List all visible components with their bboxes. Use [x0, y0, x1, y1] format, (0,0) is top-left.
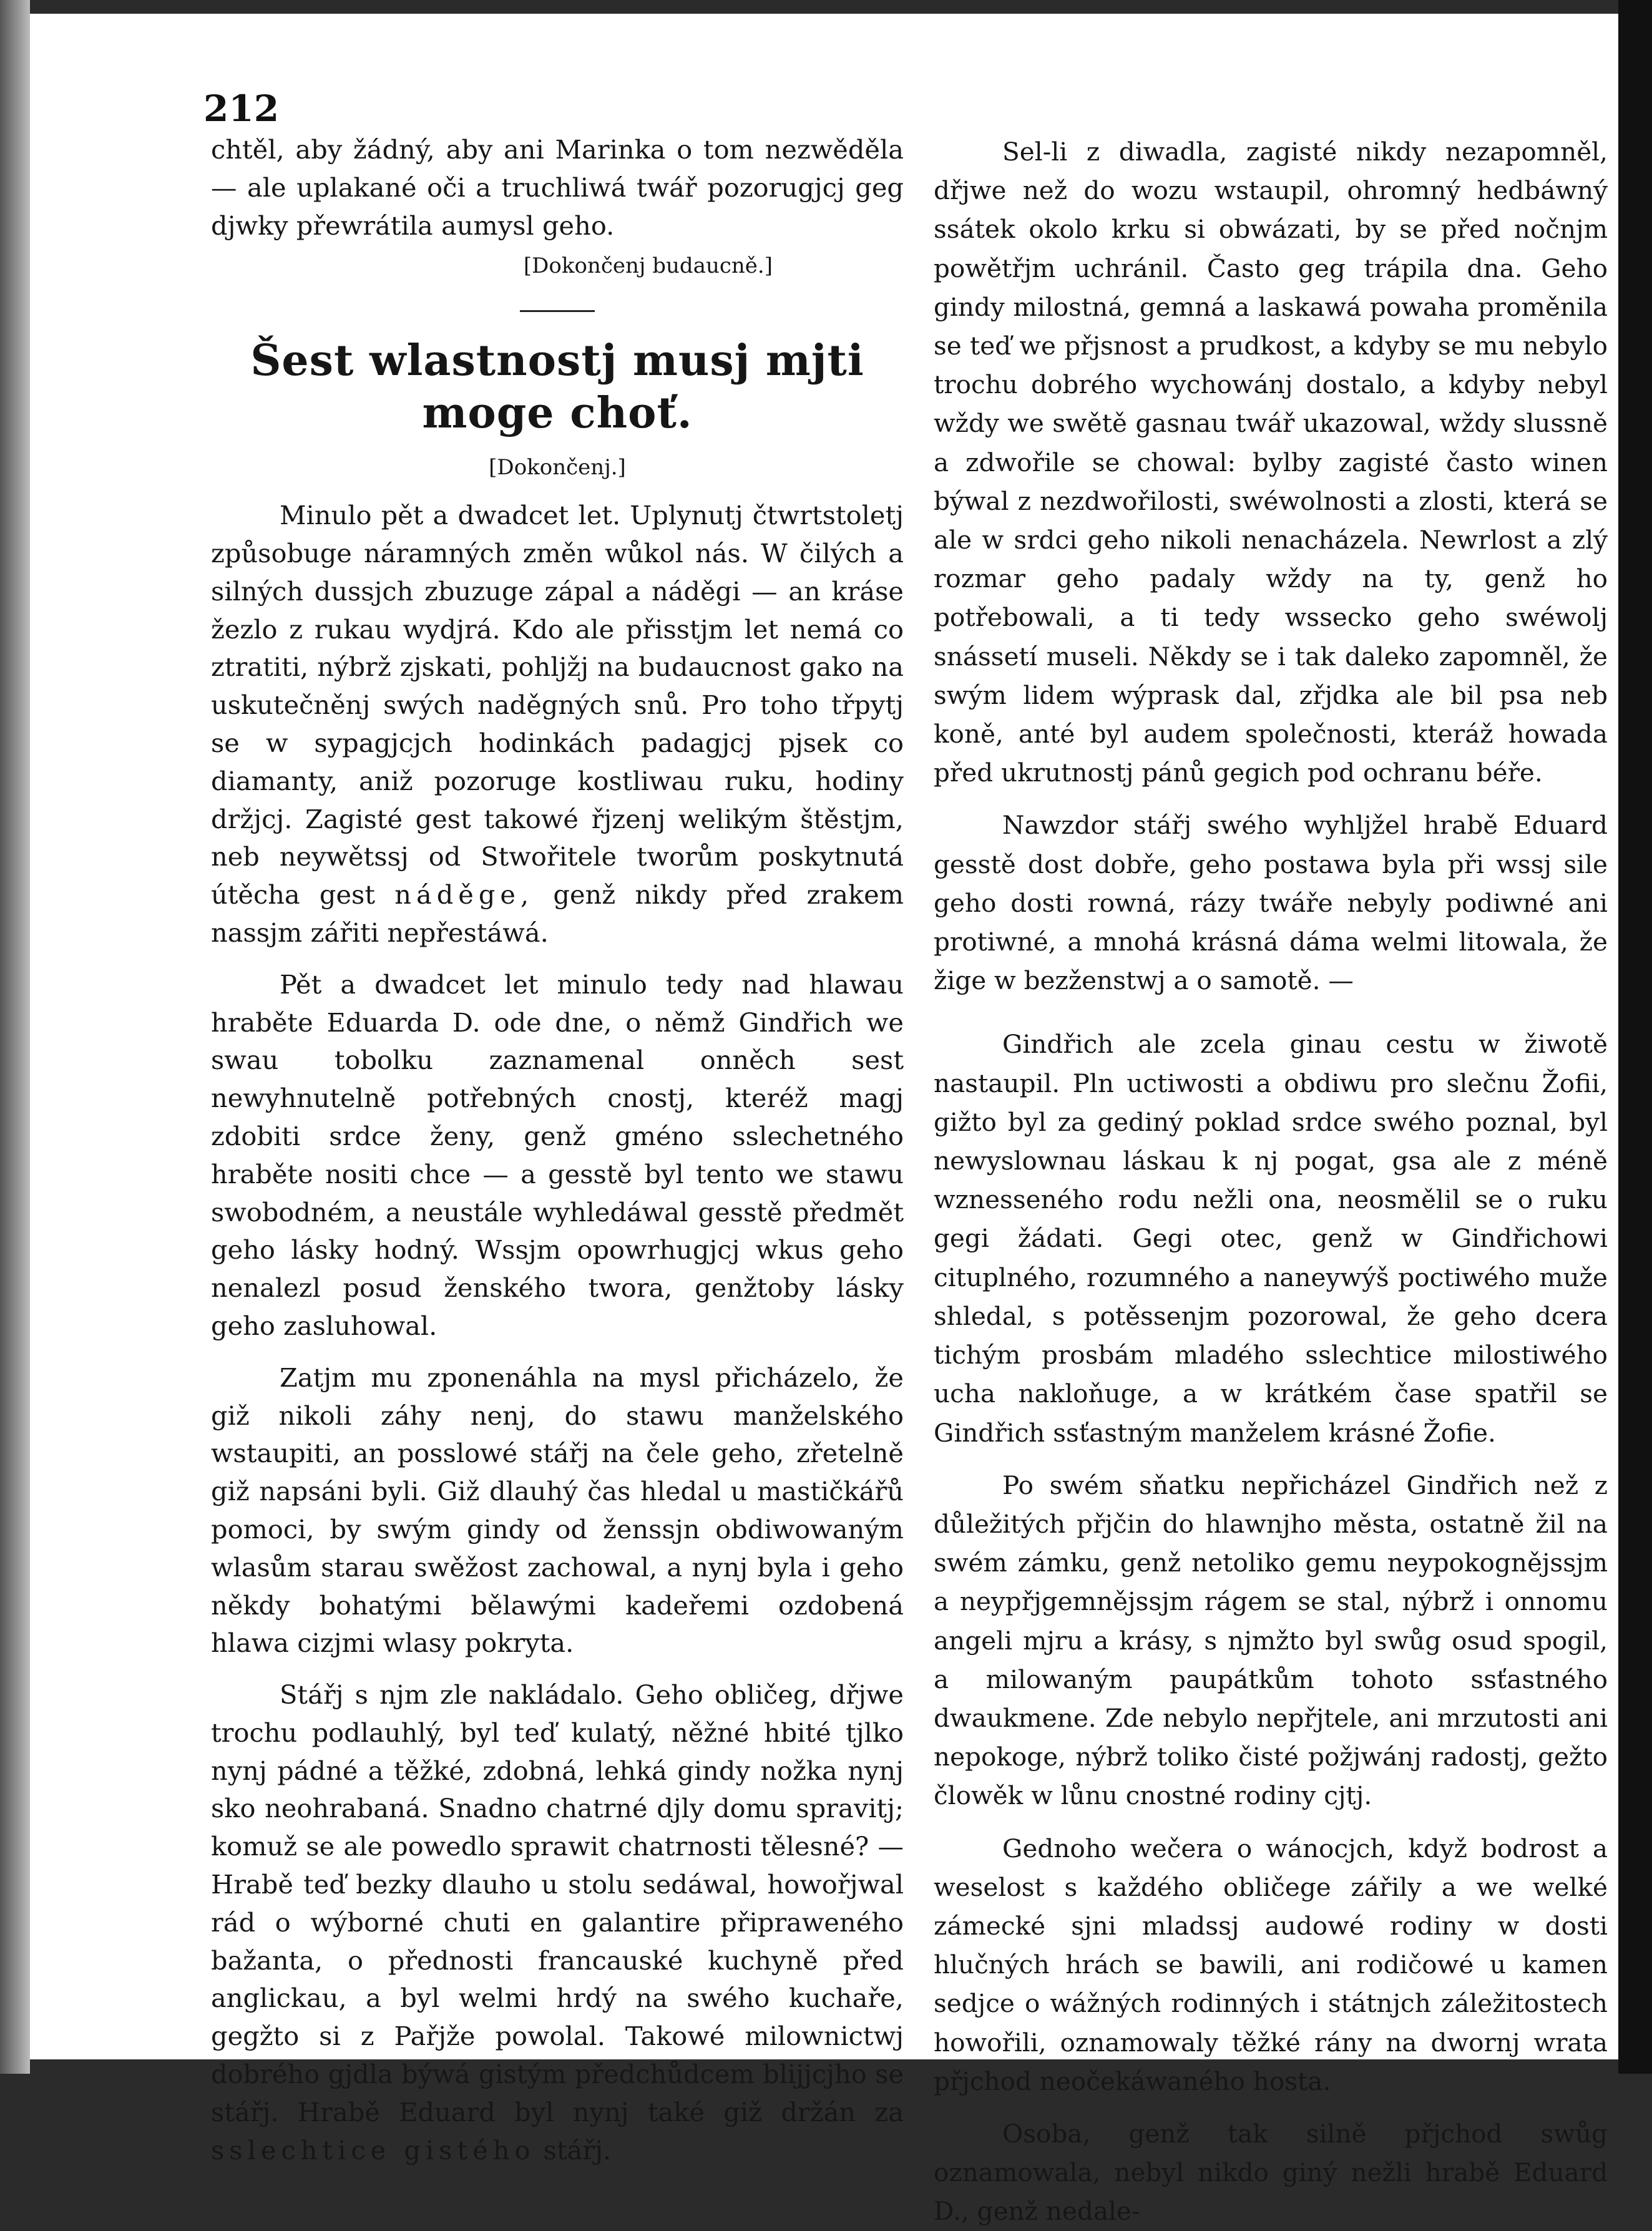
intro-paragraph: chtěl, aby žádný, aby ani Marinka o tom nezwěděla — ale uplakané oči a truchliwá twář pozorugjcj geg djwky přewrátila aumysl geho. [211, 134, 904, 241]
right-paragraph-3: Gindřich ale zcela ginau cestu w žiwotě nastaupil. Pln uctiwosti a obdiwu pro slečnu Žofii, gižto byl za gediný poklad srdce swého poznal, byl newyslownau láskau k nj pogat, gsa ale z méně wznesseného rodu nežli ona, neosmělil se o ruku gegi žádati. Gegi otec, genž w Gindřichowi cituplného, rozumného a naneywýš poctiwého muže shledal, s potěssenjm pozorowal, že geho dcera tichým prosbám mladého sslechtice milostiwého ucha nakloňuge, a w krátkém čase spatřil se Gindřich ssťastným manželem krásné Žofie. [934, 1029, 1608, 1448]
paragraph-4-text: Stářj s njm zle nakládalo. Geho obličeg, dřjwe trochu podlauhlý, byl teď kulatý, něžné hbité tjlko nynj pádné a těžké, zdobná, lehká gindy nožka nynj sko neohrabaná. Snadno chatrné djly domu spravitj; komuž se ale powedlo sprawit chatrnosti tělesné? — Hrabě teď bezky dlauho u stolu sedáwal, howořjwal rád o wýborné chuti en galantire připraweného bažanta, o přednosti francauské kuchyně před anglickau, a byl welmi hrdý na swého kuchaře, gegžto si z Pařjže powolal. Takowé milownictwj dobrého gjdla býwá gistým předchůdcem blijjcjho se stářj. Hrabě Eduard byl nynj také giž držán za [211, 1679, 904, 2127]
paragraph-3: Zatjm mu zponenáhla na mysl přicházelo, že giž nikoli záhy nenj, do stawu manželského wstaupiti, an posslowé stářj na čele geho, zřetelně giž napsáni byli. Giž dlauhý čas hledal u mastičkářů pomoci, by swým gindy od ženssjn obdiwowaným wlasům starau swěžost zachowal, a nynj byla i geho někdy bohatými bělawými kadeřemi ozdobená hlawa cizjmi wlasy pokryta. [211, 1362, 904, 1659]
scan-edge-right [1618, 0, 1652, 2074]
paragraph-4-tail: stářj. [543, 2134, 612, 2165]
right-paragraph-1: Sel-li z diwadla, zagisté nikdy nezapomněl, dřjwe než do wozu wstaupil, ohromný hedbáwný ssátek okolo krku si obwázati, by se před nočnjm powětřjm uchránil. Často geg trápila dna. Geho gindy milostná, gemná a laskawá powaha proměnila se teď we přjsnost a prudkost, a kdyby se mu nebylo trochu dobrého wychowánj dostalo, a kdyby nebyl wždy we swětě gasnau twář ukazowal, wždy slussně a zdwořile se chowal: bylby zagisté často winen býwal z nezdwořilosti, swéwolnosti a zlosti, která se ale w srdci geho nikoli nenacházela. Newrlost a zlý rozmar geho padaly wždy na ty, genž ho potřebowali, a ti tedy wssecko geho swéwolj snássetí museli. Někdy se i tak daleko zapomněl, že swým lidem wýprask dal, zřjdka ale bil psa neb koně, anté byl audem společnosti, kteráž howada před ukrutnostj pánů gegich pod ochranu béře. [934, 137, 1608, 788]
continuation-note: [Dokončenj budaucně.] [523, 253, 773, 279]
article-subtitle: [Dokončenj.] [489, 455, 626, 481]
right-paragraph-2: Nawzdor stářj swého wyhljžel hrabě Eduard gesstě dost dobře, geho postawa byla při wssj sile geho dosti rowná, rázy twáře nebyly podiwné ani protiwné, a mnohá krásná dáma welmi litowala, že žige w bezženstwj a o samotě. — [934, 810, 1608, 996]
article-title: Šest wlastnostj musj mjti moge choť. [250, 336, 864, 439]
emphasis-hope: náděge, [394, 879, 534, 910]
paragraph-1 [211, 497, 904, 952]
paragraph-2: Pět a dwadcet let minulo tedy nad hlawau hraběte Eduarda D. ode dne, o němž Gindřich we swau tobolku zaznamenal onněch sest newyhnutelně potřebných cnostj, kteréž magj zdobiti srdce ženy, genž gméno sslechetného hraběte nositi chce — a gesstě byl tento we stawu swobodném, a neustále wyhledáwal gesstě předmět geho lásky hodný. Wssjm opowrhugjcj wkus geho nenalezl posud ženského twora, genžtoby lásky geho zasluhowal. [211, 969, 904, 1341]
right-column [934, 132, 1608, 2231]
scan-shadow-left [0, 0, 30, 2074]
book-page [30, 14, 1618, 2227]
right-paragraph-4: Po swém sňatku nepřicházel Gindřich než z důležitých přjčin do hlawnjho města, ostatně žil na swém zámku, genž netoliko gemu neypokognějssjm a neypřjgemnějssjm rágem se stal, nýbrž i onnomu angeli mjru a krásy, s njmžto byl swůg osud spogil, a milowaným paupátkům tohoto ssťastného dwaukmene. Zde nebylo nepřjtele, ani mrzutosti ani nepokoge, nýbrž toliko čisté požjwánj radostj, gežto člowěk w lůnu cnostné rodiny cjtj. [934, 1470, 1608, 1811]
page-number: 212 [203, 87, 280, 130]
paragraph-1-tail: genž nikdy před zrakem nassjm zářiti nepřestáwá. [211, 879, 904, 948]
right-paragraph-5: Gednoho wečera o wánocjch, když bodrost a weselost s každého obličege zářily a we welké zámecké sjni mladssj audowé rodiny w dosti hlučných hrách se bawili, ani rodičowé u kamen sedjce o wážných rodinných i státnjch záležitostech howořili, oznamowaly těžké rány na dwornj wrata přjchod neočekáwaného hosta. [934, 1833, 1608, 2096]
emphasis-nobleman: sslechtice gistého [211, 2134, 535, 2165]
left-column [211, 131, 904, 2169]
section-divider [520, 310, 595, 312]
right-paragraph-6: Osoba, genž tak silně přjchod swůg oznamowala, nebyl nikdo giný nežli hrabě Eduard D., genž nedale- [934, 2118, 1608, 2227]
paragraph-1-text: Minulo pět a dwadcet let. Uplynutj čtwrtstoletj způsobuge náramných změn wůkol nás. W čilých a silných dussjch zbuzuge zápal a náděgi — an kráse žezlo z rukau wydjrá. Kdo ale přisstjm let nemá co ztratiti, nýbrž zjskati, pohljžj na budaucnost gako na uskutečněnj swých naděgných snů. Pro toho třpytj se w sypagjcjch hodinkách padagjcj pjsek co diamanty, aniž pozoruge kostliwau ruku, hodiny držjcj. Zagisté gest takowé řjzenj welikým štěstjm, neb neywětssj od Stwořitele tworům poskytnutá útěcha gest [211, 500, 904, 910]
paragraph-4 [211, 1676, 904, 2169]
